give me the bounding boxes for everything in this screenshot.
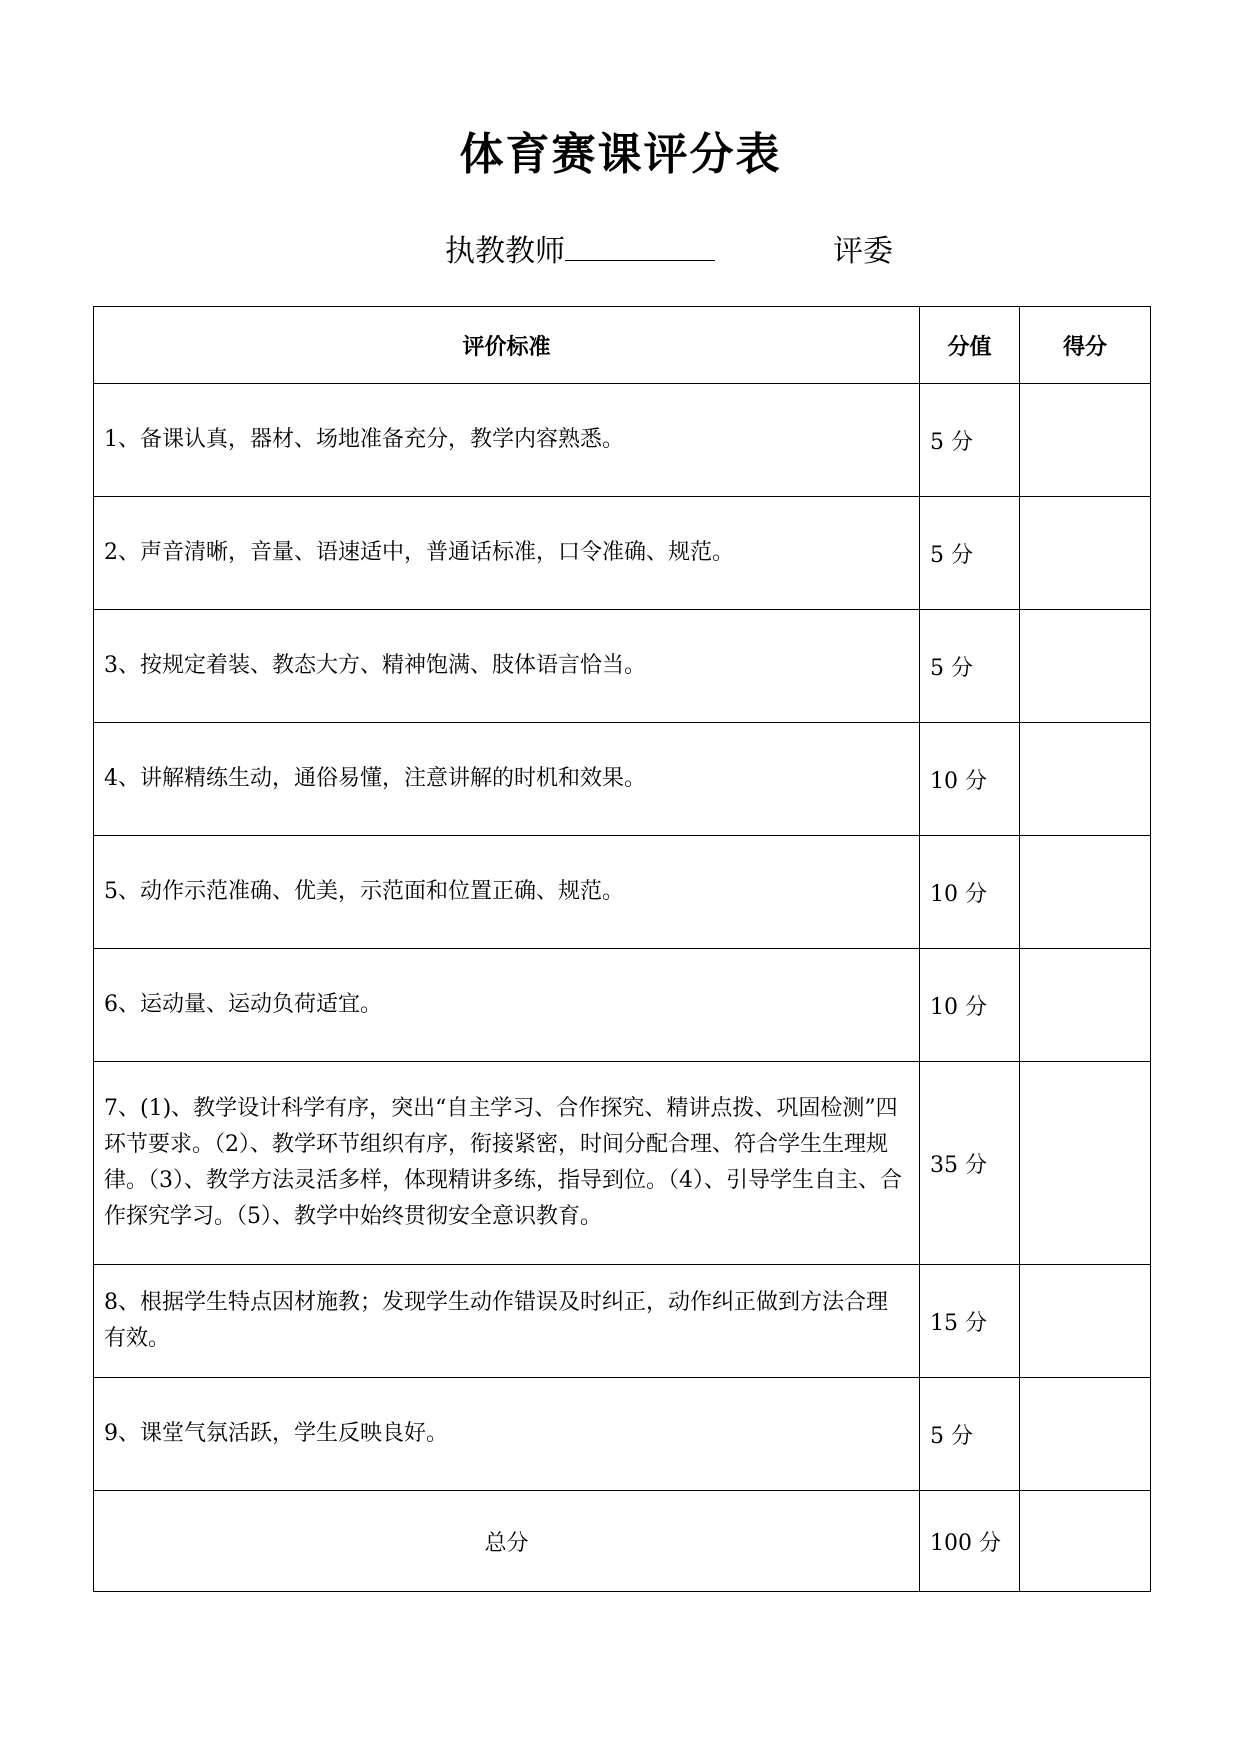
table-row (94, 723, 1151, 836)
score-cell (1020, 949, 1151, 1062)
criteria-cell: 4、讲解精练生动，通俗易懂，注意讲解的时机和效果。 (94, 723, 920, 836)
page-title: 体育赛课评分表 (459, 129, 782, 180)
score-cell (1020, 836, 1151, 949)
score-cell (1020, 723, 1151, 836)
table-row (94, 949, 1151, 1062)
points-cell: 10 分 (920, 836, 1020, 949)
header-info-line (445, 226, 1045, 270)
points-cell: 5 分 (920, 1378, 1020, 1491)
table-row (94, 1378, 1151, 1491)
teacher-label: 执教教师 (445, 234, 565, 269)
score-cell (1020, 497, 1151, 610)
table-header-row (94, 307, 1151, 384)
points-cell: 5 分 (920, 497, 1020, 610)
score-table (93, 306, 1151, 1592)
criteria-cell: 5、动作示范准确、优美，示范面和位置正确、规范。 (94, 836, 920, 949)
criteria-cell: 6、运动量、运动负荷适宜。 (94, 949, 920, 1062)
table-row (94, 610, 1151, 723)
score-cell (1020, 384, 1151, 497)
score-cell (1020, 610, 1151, 723)
criteria-cell: 1、备课认真，器材、场地准备充分，教学内容熟悉。 (94, 384, 920, 497)
total-label: 总分 (94, 1491, 920, 1592)
criteria-cell: 9、课堂气氛活跃，学生反映良好。 (94, 1378, 920, 1491)
points-cell: 10 分 (920, 949, 1020, 1062)
table-row (94, 1062, 1151, 1265)
score-cell (1020, 1265, 1151, 1378)
criteria-cell: 2、声音清晰，音量、语速适中，普通话标准，口令准确、规范。 (94, 497, 920, 610)
criteria-cell: 8、根据学生特点因材施教；发现学生动作错误及时纠正，动作纠正做到方法合理有效。 (94, 1265, 920, 1378)
table-row (94, 497, 1151, 610)
table-row (94, 836, 1151, 949)
score-cell (1020, 1062, 1151, 1265)
total-row (94, 1491, 1151, 1592)
points-cell: 5 分 (920, 384, 1020, 497)
judge-label: 评委 (833, 234, 893, 269)
table-row (94, 1265, 1151, 1378)
points-cell: 15 分 (920, 1265, 1020, 1378)
points-cell: 5 分 (920, 610, 1020, 723)
total-score-cell (1020, 1491, 1151, 1592)
header-score: 得分 (1020, 307, 1151, 384)
table-row (94, 384, 1151, 497)
header-points: 分值 (920, 307, 1020, 384)
points-cell: 10 分 (920, 723, 1020, 836)
score-cell (1020, 1378, 1151, 1491)
header-criteria: 评价标准 (94, 307, 920, 384)
criteria-cell: 7、(1)、教学设计科学有序，突出“自主学习、合作探究、精讲点拨、巩固检测”四环节要求。（2）、教学环节组织有序，衔接紧密，时间分配合理、符合学生生理规律。（3）、教学方法灵活多样，体现精讲多练，指导到位。（4）、引导学生自主、合作探究学习。（5）、教学中始终贯彻安全意识教育。 (94, 1062, 920, 1265)
criteria-cell: 3、按规定着装、教态大方、精神饱满、肢体语言恰当。 (94, 610, 920, 723)
points-cell: 35 分 (920, 1062, 1020, 1265)
total-points: 100 分 (920, 1491, 1020, 1592)
teacher-name-blank (565, 232, 715, 261)
